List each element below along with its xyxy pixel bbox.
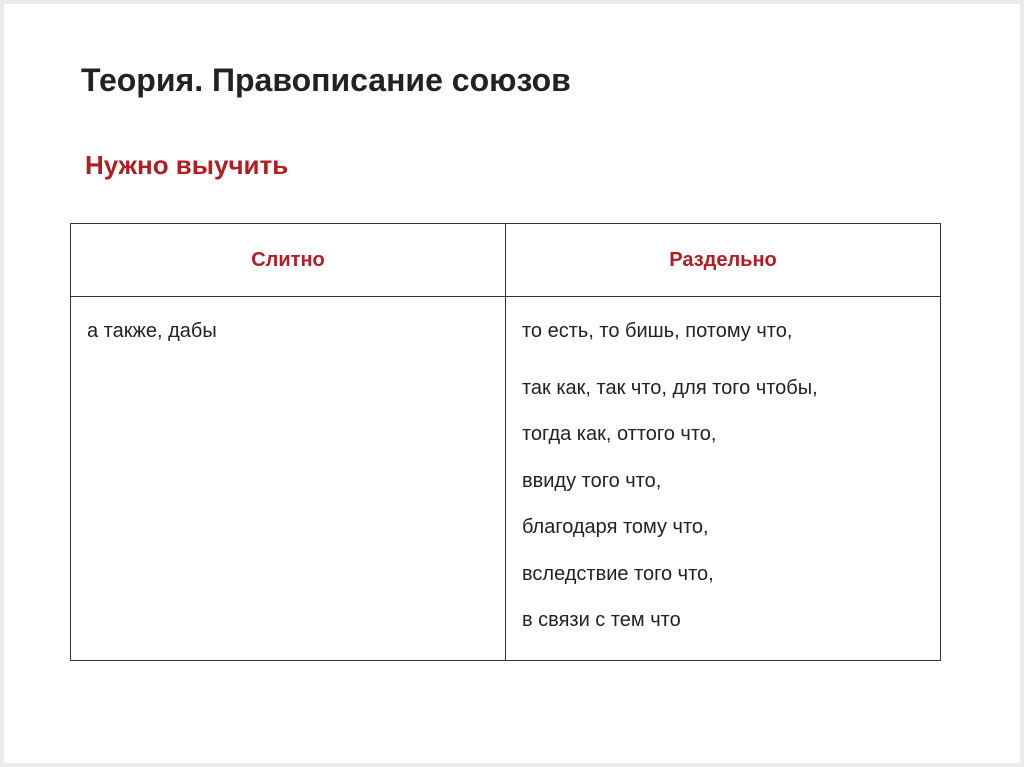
list-item: тогда как, оттого что, bbox=[522, 423, 717, 445]
cell-together bbox=[71, 297, 506, 661]
table-header-row bbox=[71, 224, 941, 297]
list-item: вследствие того что, bbox=[522, 562, 714, 585]
header-together: Слитно bbox=[71, 224, 506, 297]
slide bbox=[4, 4, 1020, 763]
slide-title: Теория. Правописание союзов bbox=[81, 62, 571, 98]
header-separate: Раздельно bbox=[506, 224, 941, 297]
list-item: благодаря тому что, bbox=[522, 516, 709, 538]
list-item: так как, так что, для того чтобы, bbox=[522, 376, 818, 399]
list-item: а также, дабы bbox=[87, 320, 217, 342]
together-list bbox=[87, 318, 489, 344]
list-item: в связи с тем что bbox=[522, 609, 681, 631]
list-item: ввиду того что, bbox=[522, 469, 662, 492]
separate-list bbox=[522, 318, 924, 644]
slide-subtitle: Нужно выучить bbox=[85, 150, 289, 180]
list-item: то есть, то бишь, потому что, bbox=[522, 320, 793, 342]
conjunctions-table bbox=[70, 223, 941, 661]
table-row bbox=[71, 297, 941, 661]
cell-separate bbox=[506, 297, 941, 661]
